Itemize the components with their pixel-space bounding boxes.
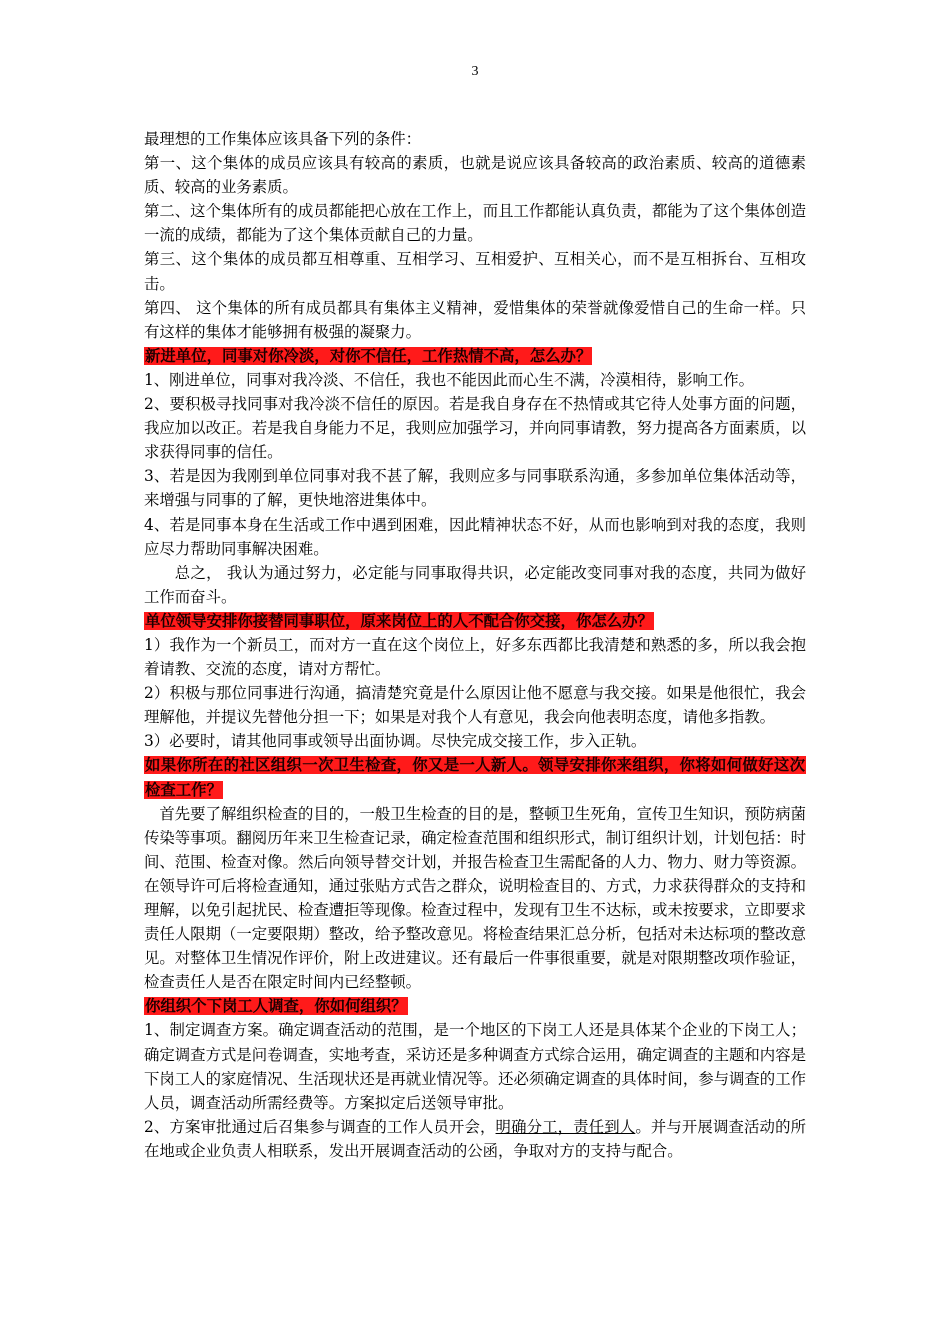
condition-1: 第一、这个集体的成员应该具有较高的素质，也就是说应该具备较高的政治素质、较高的道德素质、较高的业务素质。 xyxy=(144,154,806,197)
answer-text: 2、方案审批通过后召集参与调查的工作人员开会， xyxy=(144,1117,496,1136)
answer-paragraph: 1、刚进单位，同事对我冷淡、不信任，我也不能因此而心生不满，冷漠相待，影响工作。 xyxy=(144,370,755,389)
answer-paragraph: 1）我作为一个新员工，而对方一直在这个岗位上，好多东西都比我清楚和熟悉的多，所以我会抱着请教、交流的态度，请对方帮忙。 xyxy=(144,635,806,679)
condition-2: 第二、这个集体所有的成员都能把心放在工作上，而且工作都能认真负责，都能为了这个集体创造一流的成绩，都能为了这个集体贡献自己的力量。 xyxy=(144,202,806,245)
question-1-text: 新进单位，同事对你冷淡，对你不信任，工作热情不高，怎么办？ xyxy=(145,346,592,365)
answer-paragraph: 1、制定调查方案。确定调查活动的范围，是一个地区的下岗工人还是具体某个企业的下岗工人；确定调查方式是问卷调查，实地考查，采访还是多种调查方式综合运用，确定调查的主题和内容是下岗工人的家庭情况、生活现状还是再就业情况等。还必须确定调查的具体时间，参与调查的工作人员，调查活动所需经费等。方案拟定后送领导审批。 xyxy=(144,1021,806,1112)
question-heading xyxy=(144,344,806,368)
question-2-text: 单位领导安排你接替同事职位，原来岗位上的人不配合你交接，你怎么办？ xyxy=(145,611,653,630)
answer-paragraph: 3、若是因为我刚到单位同事对我不甚了解，我则应多与同事联系沟通，多参加单位集体活动等，来增强与同事的了解，更快地溶进集体中。 xyxy=(144,467,806,510)
question-heading xyxy=(144,994,806,1018)
question-4-text: 你组织个下岗工人调查，你如何组织？ xyxy=(145,997,407,1016)
conclusion-paragraph: 总之， 我认为通过努力，必定能与同事取得共识，必定能改变同事对我的态度，共同为做好工作而奋斗。 xyxy=(144,563,806,606)
document-body xyxy=(144,127,806,1163)
answer-paragraph xyxy=(144,1115,806,1163)
question-heading xyxy=(144,753,806,801)
question-heading xyxy=(144,609,806,633)
condition-4: 第四、 这个集体的所有成员都具有集体主义精神，爱惜集体的荣誉就像爱惜自己的生命一样。只有这样的集体才能够拥有极强的凝聚力。 xyxy=(144,298,806,341)
answer-paragraph: 3）必要时，请其他同事或领导出面协调。尽快完成交接工作，步入正轨。 xyxy=(144,732,647,751)
answer-paragraph: 2）积极与那位同事进行沟通，搞清楚究竟是什么原因让他不愿意与我交接。如果是他很忙，我会理解他，并提议先替他分担一下；如果是对我个人有意见，我会向他表明态度，请他多指教。 xyxy=(144,684,806,727)
answer-paragraph: 4、若是同事本身在生活或工作中遇到困难，因此精神状态不好，从而也影响到对我的态度，我则应尽力帮助同事解决困难。 xyxy=(144,515,806,558)
answer-text: 。并与开展调查活动的所在地或企业负责人相联系，发出开展调查活动的公函，争取对方的支持与配合。 xyxy=(144,1117,806,1160)
intro-paragraph: 最理想的工作集体应该具备下列的条件： xyxy=(144,130,422,148)
answer-paragraph: 2、要积极寻找同事对我冷淡不信任的原因。若是我自身存在不热情或其它待人处事方面的问题，我应加以改正。若是我自身能力不足，我则应加强学习，并向同事请教，努力提高各方面素质，以求获得同事的信任。 xyxy=(144,395,806,462)
condition-3: 第三、这个集体的成员都互相尊重、互相学习、互相爱护、互相关心，而不是互相拆台、互相攻击。 xyxy=(144,250,806,293)
page-number: 3 xyxy=(471,64,479,79)
answer-paragraph: 首先要了解组织检查的目的，一般卫生检查的目的是，整顿卫生死角，宣传卫生知识，预防病菌传染等事项。翻阅历年来卫生检查记录，确定检查范围和组织形式，制订组织计划，计划包括：时间、范围、检查对像。然后向领导替交计划，并报告检查卫生需配备的人力、物力、财力等资源。在领导许可后将检查通知，通过张贴方式告之群众，说明检查目的、方式，力求获得群众的支持和理解，以免引起扰民、检查遭拒等现像。检查过程中，发现有卫生不达标，或未按要求，立即要求责任人限期（一定要限期）整改，给予整改意见。将检查结果汇总分析，包括对未达标项的整改意见。对整体卫生情况作评价，附上改进建议。还有最后一件事很重要，就是对限期整改项作验证，检查责任人是否在限定时间内已经整顿。 xyxy=(144,804,806,992)
question-3-text: 如果你所在的社区组织一次卫生检查，你又是一人新人。领导安排你来组织，你将如何做好这次检查工作？ xyxy=(145,756,805,799)
underlined-phrase: 明确分工，责任到人 xyxy=(495,1117,636,1136)
